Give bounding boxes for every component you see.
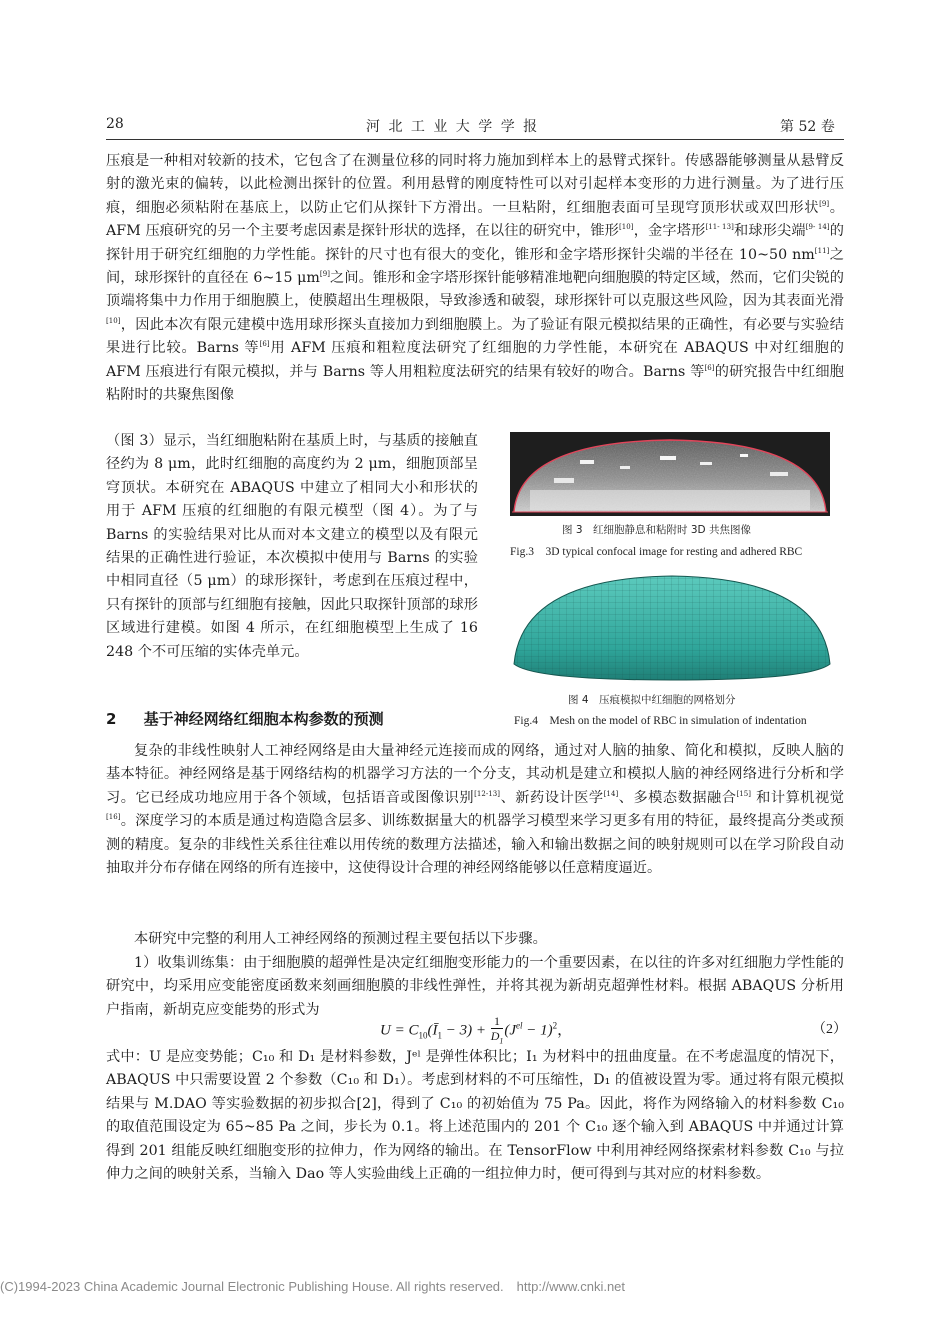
citation: [10]: [619, 223, 634, 232]
citation: [14]: [603, 789, 619, 798]
figure-3-image: [510, 432, 830, 516]
neural-network-paragraph: 复杂的非线性映射人工神经网络是由大量神经元连接而成的网络，通过对人脑的抽象、简化和模拟，反映人脑的基本特征。神经网络是基于网络结构的机器学习方法的一个分支，其动机是建立和模拟人脑的神经网络进行分析和学习。它已经成功地应用于各个领域，包括语音或图像识别[12-13]、新药设计医学[14]、多模态数据融合[15] 和计算机视觉[16]。深度学习的本质是通过构造隐含层多、训练数据量大的机器学习模型来学习更多有用的特征，最终提高分类或预测的精度。复杂的非线性关系往往难以用传统的数理方法描述，输入和输出数据之间的映射规则可以在学习阶段自动抽取并分布存储在网络的所有连接中，这使得设计合理的神经网络能够以任意精度逼近。: [106, 743, 844, 877]
figure-4-caption-en: Fig.4 Mesh on the model of RBC in simulation of indentation: [514, 715, 807, 727]
figure-3-caption-en: Fig.3 3D typical confocal image for resting and adhered RBC: [510, 546, 803, 558]
header-rule: [106, 139, 844, 140]
citation: [12-13]: [474, 789, 501, 798]
citation: [6]: [259, 340, 270, 349]
section-number: 2: [106, 710, 117, 728]
citation: [11]: [814, 246, 830, 255]
page-number: 28: [106, 116, 124, 132]
figure-4-caption-cn: 图 4 压痕模拟中红细胞的网格划分: [568, 694, 736, 706]
steps-intro-paragraph: 本研究中完整的利用人工神经网络的预测过程主要包括以下步骤。: [134, 931, 547, 947]
citation: [11- 13]: [705, 223, 734, 232]
equation-neo-hookean: $U = C_{10}(Ī_1 - 3)$ + $\frac{1}{D_1}$ $(J^{el} - 1)^2$，: [380, 1014, 573, 1046]
section-heading: [106, 708, 384, 729]
citation: [10]: [106, 316, 121, 325]
intro-paragraph: 压痕是一种相对较新的技术，它包含了在测量位移的同时将力施加到样本上的悬臂式探针。传感器能够测量从悬臂反射的激光束的偏转，以此检测出探针的位置。利用悬臂的刚度特性可以对引起样本变形的力进行测量。为了进行压痕，细胞必须粘附在基底上，以防止它们从探针下方滑出。一旦粘附，红细胞表面可呈现穹顶形状或双凹形状[9]。AFM 压痕研究的另一个主要考虑因素是探针形状的选择，在以往的研究中，锥形[10]，金字塔形[11- 13]和球形尖端[9- 14]的探针用于研究红细胞的力学性能。探针的尺寸也有很大的变化，锥形和金字塔形探针尖端的半径在 10~50 nm[11]之间，球形探针的直径在 6~15 μm[9]之间。锥形和金字塔形探针能够精准地靶向细胞膜的特定区域，然而，它们尖锐的顶端将集中力作用于细胞膜上，使膜超出生理极限，导致渗透和破裂，球形探针可以克服这些风险，因为其表面光滑[10]，因此本次有限元建模中选用球形探头直接加力到细胞膜上。为了验证有限元模拟结果的正确性，有必要与实验结果进行比较。Barns 等[6]用 AFM 压痕和粗粒度法研究了红细胞的力学性能，本研究在 ABAQUS 中对红细胞的 AFM 压痕进行有限元模拟，并与 Barns 等人用粗粒度法研究的结果有较好的吻合。Barns 等[6]的研究报告中红细胞粘附时的共聚焦图像: [106, 153, 845, 404]
rbc-mesh-model: [510, 572, 834, 684]
citation: [16]: [106, 813, 121, 822]
citation: [9- 14]: [805, 223, 830, 232]
citation: [6]: [704, 363, 715, 372]
copyright-footer: (C)1994-2023 China Academic Journal Electronic Publishing House. All rights reserved. http://www.cnki.net: [0, 1279, 626, 1294]
equation-explanation-paragraph: 式中：U 是应变势能；C₁₀ 和 D₁ 是材料参数，Jᵉˡ 是弹性体积比；I₁ 为材料中的扭曲度量。在不考虑温度的情况下，ABAQUS 中只需要设置 2 个参数（C₁₀ 和 D₁）。考虑到材料的不可压缩性，D₁ 的值被设置为零。通过将有限元模拟结果与 M.DAO 等实验数据的初步拟合[2]，得到了 C₁₀ 的初始值为 75 Pa。因此，将作为网络输入的材料参数 C₁₀ 的取值范围设定为 65~85 Pa 之间，步长为 0.1。将上述范围内的 201 个 C₁₀ 逐个输入到 ABAQUS 中并通过计算得到 201 组能反映红细胞变形的拉伸力，作为网络的输出。在 TensorFlow 中利用神经网络探索材料参数 C₁₀ 与拉伸力之间的映射关系，当输入 Dao 等人实验曲线上正确的一组拉伸力时，便可得到与其对应的材料参数。: [106, 1049, 844, 1183]
confocal-image: [510, 432, 830, 516]
citation: [9]: [819, 199, 830, 208]
figure-3-caption-cn: 图 3 红细胞静息和粘附时 3D 共焦图像: [562, 524, 751, 536]
citation: [9]: [319, 270, 330, 279]
step-1-paragraph: 1）收集训练集：由于细胞膜的超弹性是决定红细胞变形能力的一个重要因素，在以往的许多对红细胞力学性能的研究中，均采用应变能密度函数来刻画细胞膜的非线性弹性，并将其视为新胡克超弹性材料。根据 ABAQUS 分析用户指南，新胡克应变能势的形式为: [106, 955, 844, 1018]
citation: [15]: [736, 789, 752, 798]
figure-4-image: [510, 572, 834, 684]
journal-title: 河 北 工 业 大 学 学 报: [366, 119, 540, 135]
section-title: 基于神经网络红细胞本构参数的预测: [143, 710, 384, 728]
volume-label: 第 52 卷: [780, 119, 835, 135]
figure-reference-paragraph: （图 3）显示，当红细胞粘附在基质上时，与基质的接触直径约为 8 μm，此时红细胞的高度约为 2 μm，细胞顶部呈穹顶状。本研究在 ABAQUS 中建立了相同大小和形状的用于 AFM 压痕的红细胞的有限元模型（图 4）。为了与 Barns 的实验结果对比从而对本文建立的模型以及有限元结果的正确性进行验证，本次模拟中使用与 Barns 的实验中相同直径（5 μm）的球形探针，考虑到在压痕过程中，只有探针的顶部与红细胞有接触，因此只取探针顶部的球形区域进行建模。如图 4 所示，在红细胞模型上生成了 16 248 个不可压缩的实体壳单元。: [106, 433, 478, 660]
equation-number: （2）: [812, 1022, 847, 1037]
